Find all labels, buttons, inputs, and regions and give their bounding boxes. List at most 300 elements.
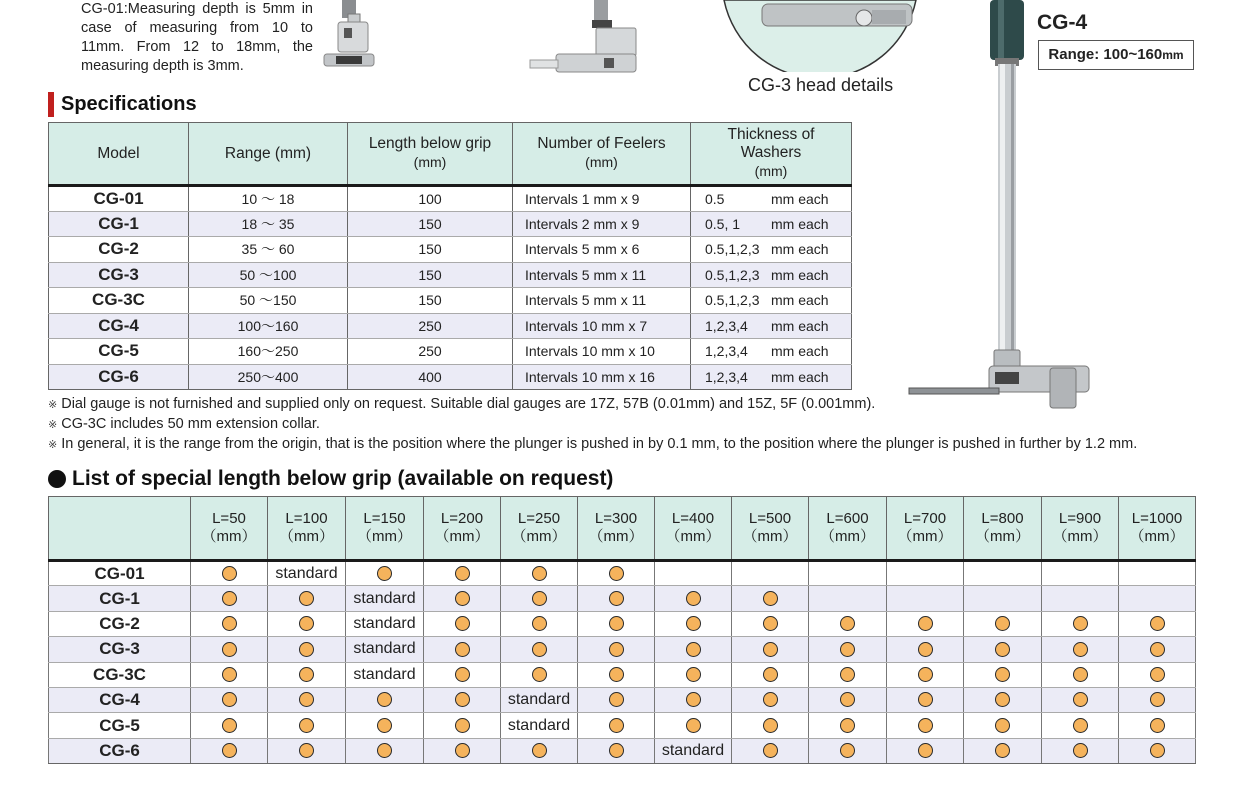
standard-label: standard <box>507 716 571 734</box>
special-cell <box>346 611 424 636</box>
special-model-cell: CG-3 <box>49 637 191 662</box>
special-cell <box>268 561 346 586</box>
cg4-range-unit: mm <box>1162 48 1184 62</box>
special-cell <box>887 611 964 636</box>
available-circle-icon <box>918 616 933 631</box>
special-cell <box>1042 611 1119 636</box>
available-circle-icon <box>918 743 933 758</box>
special-model-cell: CG-4 <box>49 687 191 712</box>
spec-length-cell: 400 <box>348 364 513 390</box>
footnote-marker: ※ <box>48 419 58 431</box>
standard-label: standard <box>661 741 725 759</box>
spec-feelers-cell: Intervals 2 mm x 9 <box>513 211 691 237</box>
standard-label: standard <box>507 691 571 709</box>
special-header-row <box>49 497 1196 561</box>
available-circle-icon <box>995 718 1010 733</box>
bullet-dot-icon <box>48 470 66 488</box>
spec-model-cell: CG-1 <box>49 211 189 237</box>
spec-row <box>49 211 852 237</box>
special-cell <box>1042 713 1119 738</box>
special-cell <box>191 637 268 662</box>
available-circle-icon <box>377 718 392 733</box>
special-cell <box>346 687 424 712</box>
spec-header-length <box>348 123 513 186</box>
special-header-length <box>964 497 1042 561</box>
spec-range-cell: 35 ～ 60 <box>189 237 348 263</box>
special-header-length <box>346 497 424 561</box>
special-length-label: L=1000 <box>1131 510 1183 527</box>
special-cell <box>268 662 346 687</box>
cg3-head-caption: CG-3 head details <box>748 75 894 95</box>
special-length-label: L=400 <box>671 510 715 527</box>
special-cell <box>501 586 578 611</box>
special-length-unit: （mm） <box>1052 528 1108 545</box>
available-circle-icon <box>377 743 392 758</box>
special-cell <box>268 637 346 662</box>
available-circle-icon <box>840 718 855 733</box>
special-cell <box>191 611 268 636</box>
special-cell <box>346 662 424 687</box>
available-circle-icon <box>455 616 470 631</box>
special-length-label: L=600 <box>826 510 869 527</box>
special-cell <box>346 738 424 763</box>
standard-label: standard <box>353 665 416 683</box>
special-cell <box>964 738 1042 763</box>
specifications-heading <box>48 92 197 117</box>
special-header-length <box>1119 497 1196 561</box>
special-cell <box>424 637 501 662</box>
special-cell <box>809 738 887 763</box>
special-cell <box>501 687 578 712</box>
available-circle-icon <box>222 566 237 581</box>
footnote-marker: ※ <box>48 439 58 451</box>
spec-washers-suffix: mm each <box>771 266 829 283</box>
spec-model-cell: CG-2 <box>49 237 189 263</box>
special-header-length <box>732 497 809 561</box>
special-row <box>49 738 1196 763</box>
available-circle-icon <box>609 718 624 733</box>
special-model-cell: CG-3C <box>49 662 191 687</box>
special-cell <box>501 738 578 763</box>
special-cell <box>1042 738 1119 763</box>
special-cell <box>191 561 268 586</box>
special-cell <box>732 637 809 662</box>
available-circle-icon <box>686 591 701 606</box>
available-circle-icon <box>1073 642 1088 657</box>
special-cell <box>424 561 501 586</box>
special-cell <box>655 586 732 611</box>
available-circle-icon <box>609 591 624 606</box>
specifications-table <box>48 122 852 390</box>
special-length-label: L=200 <box>440 510 484 527</box>
spec-row <box>49 288 852 314</box>
available-circle-icon <box>763 692 778 707</box>
footnote <box>48 435 1137 455</box>
spec-length-cell: 100 <box>348 186 513 212</box>
special-cell <box>964 662 1042 687</box>
special-row <box>49 687 1196 712</box>
special-model-cell: CG-6 <box>49 738 191 763</box>
cg4-range-text: Range: 100~160 <box>1048 46 1163 63</box>
footnote-text: CG-3C includes 50 mm extension collar. <box>61 416 320 432</box>
special-cell <box>655 687 732 712</box>
spec-length-cell: 150 <box>348 211 513 237</box>
special-row <box>49 611 1196 636</box>
special-cell <box>732 713 809 738</box>
available-circle-icon <box>455 743 470 758</box>
available-circle-icon <box>299 616 314 631</box>
special-row <box>49 662 1196 687</box>
spec-washers-value: 1,2,3,4 <box>705 343 748 360</box>
special-header-length <box>1042 497 1119 561</box>
available-circle-icon <box>918 667 933 682</box>
special-cell <box>964 713 1042 738</box>
cg4-title: CG-4 <box>1037 11 1088 34</box>
spec-washers-value: 0.5,1,2,3 <box>705 266 760 283</box>
available-circle-icon <box>763 591 778 606</box>
available-circle-icon <box>455 642 470 657</box>
spec-header-length-unit: (mm) <box>413 154 447 170</box>
available-circle-icon <box>299 692 314 707</box>
special-cell <box>809 662 887 687</box>
available-circle-icon <box>918 718 933 733</box>
available-circle-icon <box>763 718 778 733</box>
cg-tool-image <box>528 0 646 82</box>
special-cell <box>732 611 809 636</box>
spec-row <box>49 186 852 212</box>
available-circle-icon <box>532 616 547 631</box>
spec-header-washers <box>691 123 852 186</box>
special-length-label: L=500 <box>748 510 792 527</box>
spec-range-cell: 50 ～100 <box>189 262 348 288</box>
spec-model-cell: CG-4 <box>49 313 189 339</box>
available-circle-icon <box>299 743 314 758</box>
special-cell <box>424 611 501 636</box>
spec-length-cell: 150 <box>348 237 513 263</box>
special-cell <box>578 687 655 712</box>
available-circle-icon <box>609 642 624 657</box>
special-cell <box>1119 713 1196 738</box>
special-length-unit: （mm） <box>742 528 798 545</box>
special-cell <box>887 662 964 687</box>
special-cell <box>1119 586 1196 611</box>
special-length-label: L=900 <box>1058 510 1102 527</box>
heading-accent-bar <box>48 92 54 117</box>
spec-washers-suffix: mm each <box>771 190 829 207</box>
spec-washers-cell <box>691 339 852 365</box>
special-cell <box>732 738 809 763</box>
available-circle-icon <box>532 566 547 581</box>
special-cell <box>578 713 655 738</box>
available-circle-icon <box>532 642 547 657</box>
spec-header-feelers-unit: (mm) <box>585 154 618 170</box>
special-cell <box>424 738 501 763</box>
special-row <box>49 561 1196 586</box>
available-circle-icon <box>222 591 237 606</box>
available-circle-icon <box>1150 718 1165 733</box>
special-cell <box>424 687 501 712</box>
standard-label: standard <box>275 564 338 582</box>
special-length-unit: （mm） <box>588 528 644 545</box>
spec-length-cell: 250 <box>348 339 513 365</box>
special-length-label: L=700 <box>903 510 947 527</box>
special-length-label: L=300 <box>594 510 638 527</box>
special-cell <box>887 561 964 586</box>
standard-label: standard <box>353 640 416 658</box>
special-cell <box>887 637 964 662</box>
spec-washers-suffix: mm each <box>771 343 829 360</box>
special-cell <box>887 738 964 763</box>
spec-header-row <box>49 123 852 186</box>
spec-model-cell: CG-6 <box>49 364 189 390</box>
footnote <box>48 395 1137 415</box>
available-circle-icon <box>763 743 778 758</box>
available-circle-icon <box>840 692 855 707</box>
special-length-unit: （mm） <box>279 528 334 545</box>
spec-row <box>49 262 852 288</box>
special-cell <box>268 738 346 763</box>
special-cell <box>964 561 1042 586</box>
spec-washers-cell <box>691 313 852 339</box>
available-circle-icon <box>299 718 314 733</box>
special-length-label: L=150 <box>363 510 406 527</box>
spec-washers-value: 0.5, 1 <box>705 215 741 232</box>
available-circle-icon <box>995 692 1010 707</box>
spec-model-cell: CG-01 <box>49 186 189 212</box>
available-circle-icon <box>455 667 470 682</box>
special-cell <box>578 738 655 763</box>
spec-feelers-cell: Intervals 1 mm x 9 <box>513 186 691 212</box>
available-circle-icon <box>1150 743 1165 758</box>
special-cell <box>655 662 732 687</box>
available-circle-icon <box>840 642 855 657</box>
special-cell <box>732 687 809 712</box>
special-length-label: L=800 <box>981 510 1024 527</box>
spec-range-cell: 250～400 <box>189 364 348 390</box>
special-cell <box>964 586 1042 611</box>
specifications-title: Specifications <box>61 93 197 115</box>
spec-washers-cell <box>691 186 852 212</box>
special-cell <box>501 713 578 738</box>
spec-length-cell: 250 <box>348 313 513 339</box>
available-circle-icon <box>532 667 547 682</box>
special-cell <box>1042 637 1119 662</box>
special-model-cell: CG-5 <box>49 713 191 738</box>
spec-washers-cell <box>691 262 852 288</box>
spec-length-cell: 150 <box>348 288 513 314</box>
special-cell <box>655 561 732 586</box>
special-cell <box>346 713 424 738</box>
special-length-unit: （mm） <box>511 528 567 545</box>
spec-washers-value: 1,2,3,4 <box>705 317 748 334</box>
available-circle-icon <box>609 616 624 631</box>
spec-feelers-cell: Intervals 5 mm x 11 <box>513 262 691 288</box>
special-cell <box>1042 662 1119 687</box>
special-cell <box>501 561 578 586</box>
special-cell <box>501 637 578 662</box>
available-circle-icon <box>686 692 701 707</box>
spec-range-cell: 100～160 <box>189 313 348 339</box>
special-cell <box>809 561 887 586</box>
special-header-length <box>424 497 501 561</box>
available-circle-icon <box>763 642 778 657</box>
spec-washers-value: 1,2,3,4 <box>705 368 748 385</box>
special-cell <box>578 662 655 687</box>
spec-model-cell: CG-3C <box>49 288 189 314</box>
spec-feelers-cell: Intervals 10 mm x 7 <box>513 313 691 339</box>
special-cell <box>424 586 501 611</box>
special-cell <box>424 713 501 738</box>
spec-washers-suffix: mm each <box>771 317 829 334</box>
available-circle-icon <box>1073 667 1088 682</box>
special-cell <box>578 561 655 586</box>
special-cell <box>809 586 887 611</box>
footnote-text: Dial gauge is not furnished and supplied only on request. Suitable dial gauges are 17Z, 57B (0.01mm) and 15Z, 5F (0.001mm). <box>61 396 876 412</box>
special-cell <box>655 637 732 662</box>
special-cell <box>655 611 732 636</box>
special-cell <box>1042 586 1119 611</box>
available-circle-icon <box>609 743 624 758</box>
special-length-title: List of special length below grip (available on request) <box>72 467 614 490</box>
spec-washers-value: 0.5 <box>705 190 725 207</box>
available-circle-icon <box>1073 616 1088 631</box>
spec-range-cell: 10 ～ 18 <box>189 186 348 212</box>
available-circle-icon <box>455 566 470 581</box>
special-cell <box>1042 687 1119 712</box>
special-cell <box>268 611 346 636</box>
available-circle-icon <box>1150 616 1165 631</box>
special-length-label: L=250 <box>517 510 561 527</box>
special-row <box>49 586 1196 611</box>
available-circle-icon <box>995 743 1010 758</box>
special-header-length <box>578 497 655 561</box>
special-cell <box>809 611 887 636</box>
available-circle-icon <box>763 667 778 682</box>
available-circle-icon <box>222 616 237 631</box>
special-cell <box>887 586 964 611</box>
spec-model-cell: CG-3 <box>49 262 189 288</box>
spec-feelers-cell: Intervals 10 mm x 16 <box>513 364 691 390</box>
footnote <box>48 415 1137 435</box>
special-cell <box>1119 738 1196 763</box>
available-circle-icon <box>1150 692 1165 707</box>
spec-range-cell: 18 ～ 35 <box>189 211 348 237</box>
spec-washers-suffix: mm each <box>771 215 829 232</box>
special-length-unit: （mm） <box>434 528 490 545</box>
special-cell <box>809 713 887 738</box>
available-circle-icon <box>840 743 855 758</box>
available-circle-icon <box>299 591 314 606</box>
spec-header-washers-unit: (mm) <box>754 163 788 179</box>
special-header-length <box>655 497 732 561</box>
special-cell <box>809 687 887 712</box>
available-circle-icon <box>299 667 314 682</box>
spec-feelers-cell: Intervals 5 mm x 6 <box>513 237 691 263</box>
special-cell <box>578 637 655 662</box>
spec-length-cell: 150 <box>348 262 513 288</box>
spec-footnotes <box>48 395 1137 455</box>
available-circle-icon <box>222 667 237 682</box>
available-circle-icon <box>532 743 547 758</box>
available-circle-icon <box>918 642 933 657</box>
spec-feelers-cell: Intervals 5 mm x 11 <box>513 288 691 314</box>
spec-model-cell: CG-5 <box>49 339 189 365</box>
special-cell <box>191 586 268 611</box>
available-circle-icon <box>686 616 701 631</box>
spec-range-cell: 50 ～150 <box>189 288 348 314</box>
special-cell <box>191 662 268 687</box>
spec-washers-value: 0.5,1,2,3 <box>705 241 760 258</box>
spec-washers-cell <box>691 237 852 263</box>
spec-row <box>49 237 852 263</box>
special-cell <box>732 662 809 687</box>
special-cell <box>732 561 809 586</box>
special-cell <box>191 687 268 712</box>
special-cell <box>578 586 655 611</box>
available-circle-icon <box>686 718 701 733</box>
spec-washers-value: 0.5,1,2,3 <box>705 292 760 309</box>
available-circle-icon <box>455 718 470 733</box>
special-length-label: L=50 <box>212 510 246 527</box>
available-circle-icon <box>299 642 314 657</box>
available-circle-icon <box>686 642 701 657</box>
available-circle-icon <box>222 718 237 733</box>
special-cell <box>191 713 268 738</box>
available-circle-icon <box>918 692 933 707</box>
special-length-table <box>48 496 1196 764</box>
available-circle-icon <box>532 591 547 606</box>
special-cell <box>578 611 655 636</box>
spec-washers-cell <box>691 288 852 314</box>
spec-header-washers-label-1: Thickness of <box>727 126 815 143</box>
available-circle-icon <box>222 743 237 758</box>
spec-header-range: Range (mm) <box>189 123 348 186</box>
standard-label: standard <box>353 614 416 632</box>
special-length-unit: （mm） <box>201 528 257 545</box>
available-circle-icon <box>455 692 470 707</box>
special-cell <box>1119 611 1196 636</box>
spec-header-feelers <box>513 123 691 186</box>
special-cell <box>1119 662 1196 687</box>
spec-header-feelers-label: Number of Feelers <box>537 135 666 152</box>
spec-washers-suffix: mm each <box>771 241 829 258</box>
cg01-tool-image <box>318 0 382 78</box>
available-circle-icon <box>840 667 855 682</box>
available-circle-icon <box>763 616 778 631</box>
available-circle-icon <box>609 667 624 682</box>
special-row <box>49 713 1196 738</box>
special-header-length <box>191 497 268 561</box>
special-cell <box>191 738 268 763</box>
special-model-cell: CG-01 <box>49 561 191 586</box>
special-row <box>49 637 1196 662</box>
special-length-unit: （mm） <box>897 528 953 545</box>
available-circle-icon <box>222 642 237 657</box>
special-cell <box>268 713 346 738</box>
cg3-head-detail-image <box>722 0 918 72</box>
special-length-unit: （mm） <box>357 528 412 545</box>
available-circle-icon <box>377 566 392 581</box>
special-length-heading <box>48 467 613 491</box>
available-circle-icon <box>840 616 855 631</box>
available-circle-icon <box>377 692 392 707</box>
available-circle-icon <box>609 692 624 707</box>
special-length-unit: （mm） <box>820 528 875 545</box>
standard-label: standard <box>353 589 416 607</box>
available-circle-icon <box>1150 667 1165 682</box>
spec-feelers-cell: Intervals 10 mm x 10 <box>513 339 691 365</box>
special-header-length <box>268 497 346 561</box>
